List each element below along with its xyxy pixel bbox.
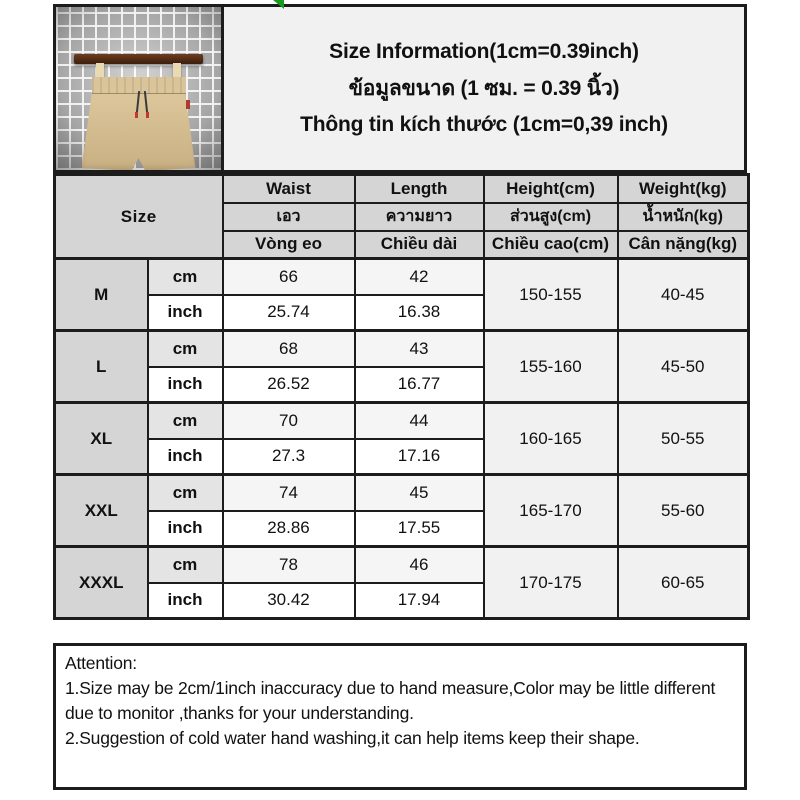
- drawstring-tip-icon: [135, 112, 138, 118]
- col-header-weight-en: Weight(kg): [618, 175, 749, 203]
- length-cm-value: 42: [355, 259, 484, 295]
- waist-inch-value: 25.74: [223, 295, 355, 331]
- size-row-xl-cm: [55, 403, 749, 439]
- size-header-cell: Size: [55, 175, 223, 259]
- unit-cm-label: cm: [148, 547, 223, 583]
- col-header-height-en: Height(cm): [484, 175, 618, 203]
- size-row-m-cm: [55, 259, 749, 295]
- size-row-xxxl-cm: [55, 547, 749, 583]
- weight-range-value: 50-55: [618, 403, 749, 475]
- size-label: XXL: [55, 475, 148, 547]
- size-label: XXXL: [55, 547, 148, 619]
- waist-cm-value: 70: [223, 403, 355, 439]
- page-title-vietnamese: Thông tin kích thước (1cm=0,39 inch): [300, 113, 668, 136]
- waist-inch-value: 26.52: [223, 367, 355, 403]
- height-range-value: 165-170: [484, 475, 618, 547]
- waist-inch-value: 28.86: [223, 511, 355, 547]
- unit-cm-label: cm: [148, 475, 223, 511]
- col-header-waist-th: เอว: [223, 203, 355, 231]
- col-header-weight-vi: Cân nặng(kg): [618, 231, 749, 259]
- col-header-height-vi: Chiều cao(cm): [484, 231, 618, 259]
- unit-inch-label: inch: [148, 511, 223, 547]
- waist-cm-value: 78: [223, 547, 355, 583]
- length-inch-value: 17.94: [355, 583, 484, 619]
- unit-inch-label: inch: [148, 367, 223, 403]
- height-range-value: 160-165: [484, 403, 618, 475]
- green-corner-icon: [273, 0, 284, 9]
- col-header-length-en: Length: [355, 175, 484, 203]
- size-row-xxl-cm: [55, 475, 749, 511]
- waist-cm-value: 74: [223, 475, 355, 511]
- weight-range-value: 60-65: [618, 547, 749, 619]
- unit-inch-label: inch: [148, 439, 223, 475]
- length-cm-value: 46: [355, 547, 484, 583]
- height-range-value: 155-160: [484, 331, 618, 403]
- size-row-l-cm: [55, 331, 749, 367]
- waist-inch-value: 30.42: [223, 583, 355, 619]
- unit-cm-label: cm: [148, 331, 223, 367]
- unit-cm-label: cm: [148, 259, 223, 295]
- col-header-waist-vi: Vòng eo: [223, 231, 355, 259]
- height-range-value: 150-155: [484, 259, 618, 331]
- length-cm-value: 43: [355, 331, 484, 367]
- attention-item-1: 1.Size may be 2cm/1inch inaccuracy due to hand measure,Color may be little different due to monitor ,thanks for your understanding.: [65, 677, 716, 723]
- weight-range-value: 45-50: [618, 331, 749, 403]
- product-photo: [53, 4, 224, 173]
- page-title-thai: ข้อมูลขนาด (1 ซม. = 0.39 นิ้ว): [348, 77, 620, 100]
- length-inch-value: 17.55: [355, 511, 484, 547]
- size-label: L: [55, 331, 148, 403]
- size-label: M: [55, 259, 148, 331]
- header-section: [53, 4, 747, 173]
- col-header-length-th: ความยาว: [355, 203, 484, 231]
- page-title-english: Size Information(1cm=0.39inch): [329, 40, 639, 63]
- attention-section: [53, 643, 747, 790]
- length-cm-value: 45: [355, 475, 484, 511]
- waist-cm-value: 68: [223, 331, 355, 367]
- weight-range-value: 55-60: [618, 475, 749, 547]
- col-header-length-vi: Chiều dài: [355, 231, 484, 259]
- col-header-weight-th: น้ำหนัก(kg): [618, 203, 749, 231]
- hanger-bar-icon: [74, 54, 203, 64]
- attention-item-2: 2.Suggestion of cold water hand washing,it can help items keep their shape.: [65, 727, 640, 748]
- table-header-row-en: [55, 175, 749, 203]
- drawstring-tip-icon: [146, 112, 149, 118]
- size-table: [53, 173, 750, 620]
- length-cm-value: 44: [355, 403, 484, 439]
- attention-heading: Attention:: [65, 653, 137, 673]
- length-inch-value: 16.38: [355, 295, 484, 331]
- length-inch-value: 16.77: [355, 367, 484, 403]
- waist-cm-value: 66: [223, 259, 355, 295]
- weight-range-value: 40-45: [618, 259, 749, 331]
- red-label-tag: [186, 100, 190, 109]
- title-block: [224, 4, 747, 173]
- size-label: XL: [55, 403, 148, 475]
- height-range-value: 170-175: [484, 547, 618, 619]
- waist-inch-value: 27.3: [223, 439, 355, 475]
- col-header-waist-en: Waist: [223, 175, 355, 203]
- unit-inch-label: inch: [148, 583, 223, 619]
- unit-inch-label: inch: [148, 295, 223, 331]
- col-header-height-th: ส่วนสูง(cm): [484, 203, 618, 231]
- length-inch-value: 17.16: [355, 439, 484, 475]
- unit-cm-label: cm: [148, 403, 223, 439]
